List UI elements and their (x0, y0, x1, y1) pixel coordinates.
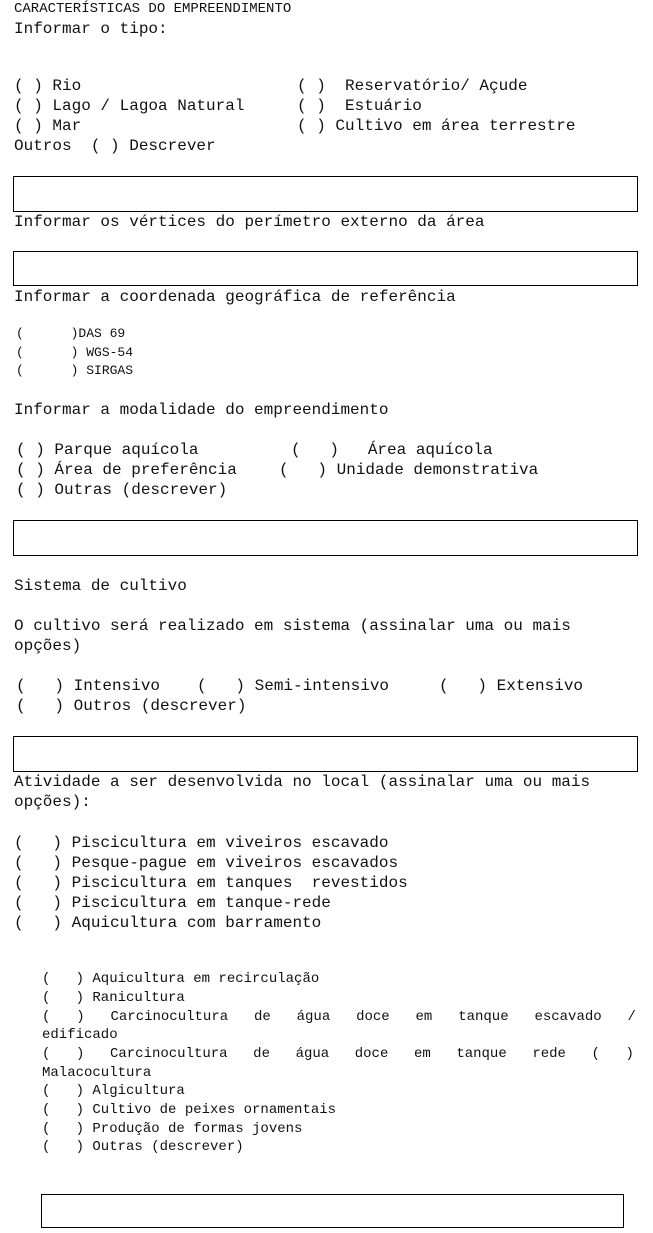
option-ranicultura[interactable]: ( ) Ranicultura (42, 990, 185, 1006)
atividade-descrever-field[interactable] (41, 1194, 624, 1228)
option-aquicultura-recirculacao[interactable]: ( ) Aquicultura em recirculação (42, 971, 320, 987)
option-outros-sistema[interactable]: ( ) Outros (descrever) (16, 697, 247, 715)
sistema-prompt: O cultivo será realizado em sistema (assinalar uma ou mais (14, 617, 571, 635)
word: ) (76, 1009, 85, 1025)
word: / (627, 1009, 636, 1025)
option-algicultura[interactable]: ( ) Algicultura (42, 1083, 185, 1099)
option-piscicultura-tanque-rede[interactable]: ( ) Piscicultura em tanque-rede (14, 894, 331, 912)
tipo-prompt: Informar o tipo: (14, 20, 168, 38)
sistema-title: Sistema de cultivo (14, 577, 187, 595)
word: ( (42, 1009, 51, 1025)
option-wgs54[interactable]: ( ) WGS-54 (16, 345, 134, 360)
option-area-aquicola[interactable]: ( ) Área aquícola (291, 441, 493, 459)
word: água (295, 1046, 330, 1062)
option-outras-modalidade[interactable]: ( ) Outras (descrever) (16, 481, 228, 499)
word: Carcinocultura (109, 1046, 228, 1062)
option-formas-jovens[interactable]: ( ) Produção de formas jovens (42, 1121, 303, 1137)
word: tanque (456, 1046, 507, 1062)
option-parque-aquicola[interactable]: ( ) Parque aquícola (16, 441, 199, 459)
atividade-prompt: Atividade a ser desenvolvida no local (assinalar uma ou mais (14, 773, 591, 791)
coordenada-prompt: Informar a coordenada geográfica de referência (14, 288, 456, 306)
tipo-descrever-field[interactable] (13, 176, 638, 212)
word: em (415, 1009, 433, 1025)
option-carcinocultura-escavado[interactable] (42, 1010, 636, 1024)
modalidade-prompt: Informar a modalidade do empreendimento (14, 401, 389, 419)
option-aquicultura-barramento[interactable]: ( ) Aquicultura com barramento (14, 914, 322, 932)
option-peixes-ornamentais[interactable]: ( ) Cultivo de peixes ornamentais (42, 1102, 337, 1118)
option-intensivo[interactable]: ( ) Intensivo (16, 677, 161, 695)
sistema-prompt-cont: opções) (14, 637, 82, 655)
section-heading: CARACTERÍSTICAS DO EMPREENDIMENTO (14, 1, 292, 17)
option-pesque-pague[interactable]: ( ) Pesque-pague em viveiros escavados (14, 854, 399, 872)
sistema-descrever-field[interactable] (13, 736, 638, 772)
word: escavado (534, 1009, 602, 1025)
option-malacocultura[interactable]: Malacocultura (42, 1065, 152, 1081)
word: tanque (458, 1009, 509, 1025)
word: ) (75, 1046, 85, 1062)
option-piscicultura-tanques-revestidos[interactable]: ( ) Piscicultura em tanques revestidos (14, 874, 408, 892)
word: em (413, 1046, 431, 1062)
option-mar[interactable]: ( ) Mar (14, 117, 82, 135)
vertices-field[interactable] (13, 251, 638, 286)
option-sirgas[interactable]: ( ) SIRGAS (16, 363, 134, 378)
option-area-preferencia[interactable]: ( ) Área de preferência (16, 461, 237, 479)
word: Carcinocultura (110, 1009, 229, 1025)
atividade-prompt-cont: opções): (14, 793, 91, 811)
option-reservatorio[interactable]: ( ) Reservatório/ Açude (297, 77, 528, 95)
word: ( (591, 1046, 600, 1062)
word: água (296, 1009, 331, 1025)
option-das69[interactable]: ( )DAS 69 (16, 326, 126, 341)
option-rio[interactable]: ( ) Rio (14, 77, 82, 95)
option-extensivo[interactable]: ( ) Extensivo (439, 677, 584, 695)
word: doce (356, 1009, 390, 1025)
carcinocultura-escavado-cont: edificado (42, 1027, 118, 1043)
option-outros-descrever[interactable]: Outros ( ) Descrever (14, 137, 216, 155)
option-cultivo-terrestre[interactable]: ( ) Cultivo em área terrestre (297, 117, 576, 135)
word: rede (532, 1046, 566, 1062)
option-outras-atividade[interactable]: ( ) Outras (descrever) (42, 1139, 244, 1155)
option-piscicultura-viveiros[interactable]: ( ) Piscicultura em viveiros escavado (14, 834, 389, 852)
vertices-prompt: Informar os vértices do perímetro externo da área (14, 213, 485, 231)
option-unidade-demonstrativa[interactable]: ( ) Unidade demonstrativa (279, 461, 539, 479)
option-carcinocultura-rede[interactable] (42, 1047, 634, 1061)
modalidade-descrever-field[interactable] (13, 520, 638, 556)
word: de (253, 1046, 270, 1062)
option-semi-intensivo[interactable]: ( ) Semi-intensivo (197, 677, 390, 695)
option-estuario[interactable]: ( ) Estuário (297, 97, 422, 115)
word: doce (354, 1046, 389, 1062)
option-lago[interactable]: ( ) Lago / Lagoa Natural (14, 97, 245, 115)
word: ) (625, 1046, 634, 1062)
word: ( (42, 1046, 51, 1062)
word: de (253, 1009, 271, 1025)
